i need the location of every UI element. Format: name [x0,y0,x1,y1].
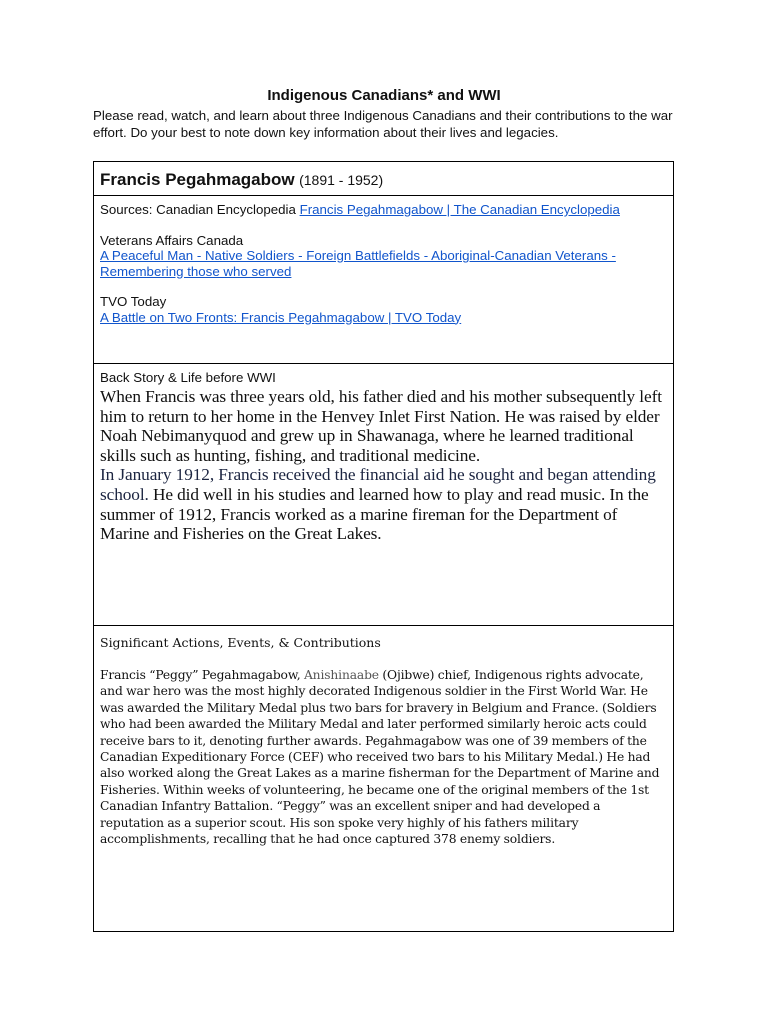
significant-text-rest: (Ojibwe) chief, Indigenous rights advocate, and war hero was the most highly decorated Indigenous soldier in the First World War. He was awarded the Military Medal plus two bars for bravery in Belgium and France. (Soldiers who had been awarded the Military Medal and later performed similarly heroic acts could receive bars to it, denoting further awards. Pegahmagabow was one of 39 members of the Canadian Expeditionary Force (CEF) who received two bars to his Military Medal.) He had also worked along the Great Lakes as a marine fisherman for the Department of Marine and Fisheries. Within weeks of volunteering, he became one of the original members of the 1st Canadian Infantry Battalion. “Peggy” was an excellent sniper and had developed a reputation as a superior scout. His son spoke very highly of his fathers military accomplishments, recalling that he had once captured 378 enemy soldiers. [100,668,660,847]
source-1-link[interactable]: Francis Pegahmagabow | The Canadian Encyclopedia [299,202,620,217]
backstory-row [94,364,673,626]
source-2-link[interactable]: A Peaceful Man - Native Soldiers - Foreign Battlefields - Aboriginal-Canadian Veterans - Remembering those who served [100,248,616,279]
source-3-label: TVO Today [100,294,167,309]
source-veterans-affairs [100,233,667,280]
intro-text: Please read, watch, and learn about three Indigenous Canadians and their contributions to the war effort. Do your best to note down key information about their lives and legacies. [93,108,673,140]
name-row [94,162,673,196]
source-2-label: Veterans Affairs Canada [100,232,244,248]
significant-text-start: Francis “Peggy” Pegahmagabow, [100,668,304,682]
backstory-paragraph-1: When Francis was three years old, his father died and his mother subsequently left him to return to her home in the Henvey Inlet First Nation. He was raised by elder Noah Nebimanyquod and grew up in Shawanaga, where he learned traditional skills such as hunting, fishing, and traditional medicine. [100,387,662,465]
info-table [93,161,674,932]
person-name: Francis Pegahmagabow [100,170,295,189]
document-title: Indigenous Canadians* and WWI [267,87,501,104]
backstory-text [100,387,667,544]
backstory-paragraph-2 [100,465,667,543]
sources-row [94,196,673,364]
anishinaabe-term: Anishinaabe [303,668,379,682]
significant-label: Significant Actions, Events, & Contributions [100,635,381,650]
source-1-label: Sources: Canadian Encyclopedia [100,202,300,217]
person-years: (1891 - 1952) [299,172,384,188]
source-canadian-encyclopedia [100,202,667,218]
significant-row [94,626,673,931]
backstory-paragraph-2-highlight: In January 1912, Francis received the financial aid he sought and began attending school. [100,465,656,504]
source-3-link[interactable]: A Battle on Two Fronts: Francis Pegahmagabow | TVO Today [100,309,462,325]
source-tvo-today [100,294,667,325]
backstory-label: Back Story & Life before WWI [100,370,276,385]
backstory-paragraph-2-rest: He did well in his studies and learned how to play and read music. In the summer of 1912, Francis worked as a marine fireman for the Department of Marine and Fisheries on the Great Lakes. [100,484,649,544]
significant-text [100,667,667,847]
